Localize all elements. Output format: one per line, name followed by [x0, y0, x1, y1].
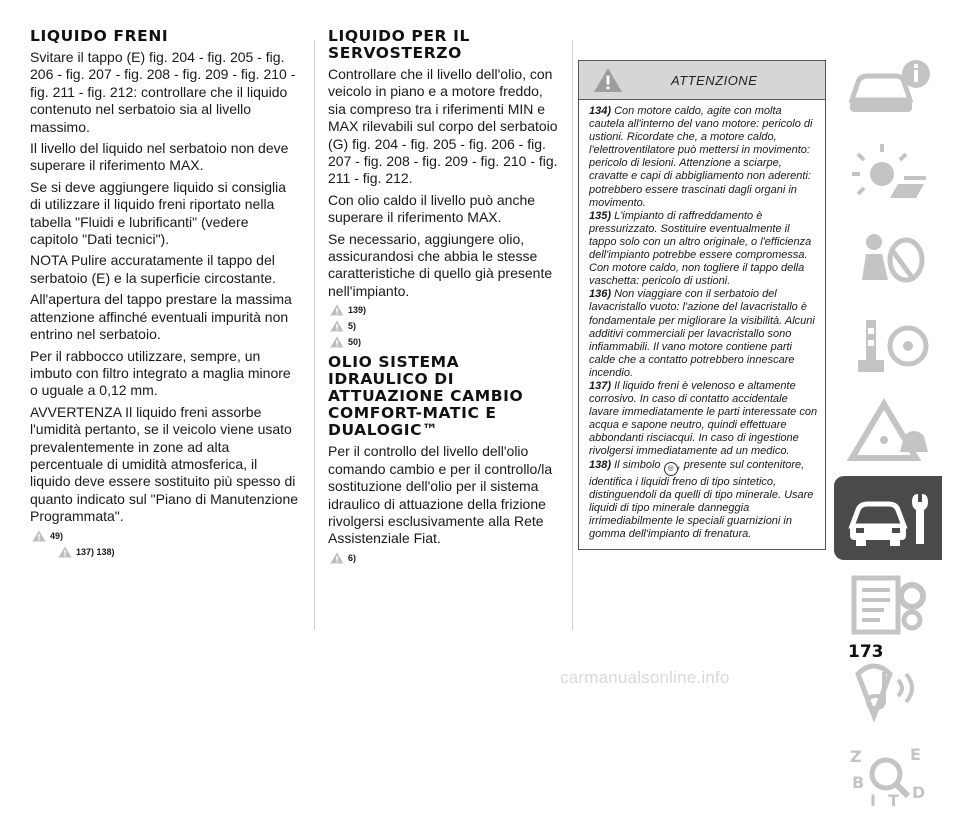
- warning-reference[interactable]: [58, 546, 300, 558]
- warning-triangle-icon: [330, 336, 344, 348]
- chapter-sidebar: [834, 46, 942, 820]
- sidebar-tab-starting-driving[interactable]: [834, 304, 942, 388]
- note-number: 138): [589, 458, 612, 471]
- page-number: 173: [848, 642, 884, 662]
- note-text: Il liquido freni è velenoso e altamente corrosivo. In caso di contatto accidentale lavare immediatamente le parti interessate con acqua e sapone neutro, quindi effettuare abbondanti risciacqui. In caso di ingestione rivolgersi immediatamente ad un medico.: [589, 379, 818, 458]
- warning-triangle-icon: [32, 530, 46, 542]
- sidebar-tab-technical-data[interactable]: [834, 562, 942, 646]
- warning-note: [589, 380, 819, 459]
- sidebar-tab-knowing-car[interactable]: [834, 46, 942, 130]
- warning-note: [589, 210, 819, 289]
- paragraph: Se si deve aggiungere liquido si consiglia di utilizzare il liquido freni riportato nella tabella "Fluidi e lubrificanti" (vedere capitolo "Dati tecnici").: [30, 178, 287, 248]
- svg-text:B: B: [852, 773, 865, 792]
- warning-triangle-icon: [330, 552, 344, 564]
- column-divider: [314, 40, 315, 630]
- warning-reference[interactable]: [330, 552, 560, 564]
- warning-reference[interactable]: [330, 336, 560, 348]
- dashboard-lights-icon: [844, 138, 936, 210]
- paragraph: Svitare il tappo (E) fig. 204 - fig. 205 - fig. 206 - fig. 207 - fig. 208 - fig. 209 - fig. 210 - fig. 211 - fig. 212: controllare che il liquido contenuto nel serbatoio sia al livello massimo.: [30, 49, 296, 135]
- paragraph: AVVERTENZA Il liquido freni assorbe l'umidità pertanto, se il veicolo viene usato prevalentemente in zone ad alta percentuale di umidità atmosferica, il liquido deve essere sostituito più spesso di quanto indicato sul "Piano di Manutenzione Programmata".: [30, 403, 299, 525]
- safety-airbag-icon: [844, 224, 936, 296]
- paragraph: Con olio caldo il livello può anche superare il riferimento MAX.: [328, 191, 536, 226]
- heading-gearbox-hydraulic-oil: OLIO SISTEMA IDRAULICO DI ATTUAZIONE CAMBIO COMFORT-MATIC E DUALOGIC™: [328, 353, 524, 440]
- reference-number: 50): [348, 337, 362, 348]
- warning-triangle-icon: [58, 546, 72, 558]
- warning-reference[interactable]: [32, 530, 300, 542]
- warning-callout-body: [579, 100, 825, 549]
- note-number: 134): [589, 105, 612, 117]
- warning-note: [589, 288, 819, 380]
- warning-callout-header: [579, 61, 825, 100]
- svg-text:D: D: [912, 783, 926, 802]
- reference-number: 49): [50, 530, 64, 541]
- maintenance-car-wrench-icon: [844, 482, 936, 554]
- note-text: Il simbolo: [614, 458, 661, 471]
- note-text: , presente sul contenitore, identifica i liquidi freno di tipo sintetico, distinguendoli da quelli di tipo minerale. Usare liquidi di tipo minerale danneggia irrimediabilmente le speciali guarnizioni in gomma dell'impianto di frenatura.: [589, 458, 814, 540]
- watermark: carmanualsonline.info: [560, 668, 730, 687]
- heading-power-steering: LIQUIDO PER IL SERVOSTERZO: [328, 27, 470, 62]
- paragraph: Controllare che il livello dell'olio, con veicolo in piano e a motore freddo, sia compreso tra i riferimenti MIN e MAX rilevabili sul corpo del serbatoio (G) fig. 204 - fig. 205 - fig. 206 - fig. 207 - fig. 208 - fig. 209 - fig. 210 - fig. 211 - fig. 212.: [328, 66, 558, 187]
- index-icon: [844, 740, 936, 812]
- warning-triangle-icon: [330, 304, 344, 316]
- warning-note: [589, 459, 819, 541]
- sidebar-tab-dashboard[interactable]: [834, 132, 942, 216]
- svg-text:E: E: [910, 745, 921, 764]
- column-divider: [572, 40, 573, 630]
- heading-brake-fluid: LIQUIDO FRENI: [30, 27, 169, 45]
- car-info-icon: [844, 52, 936, 124]
- technical-data-icon: [844, 568, 936, 640]
- sidebar-tab-index[interactable]: [834, 734, 942, 818]
- svg-text:I: I: [870, 791, 876, 810]
- sidebar-tab-maintenance[interactable]: [834, 476, 942, 560]
- reference-number: 137) 138): [76, 546, 115, 557]
- paragraph: Per il controllo del livello dell'olio comando cambio e per il controllo/la sostituzione dell'olio per il sistema idraulico di attuazione della frizione rivolgersi esclusivamente alla Rete Assistenziale Fiat.: [328, 443, 553, 547]
- paragraph: Il livello del liquido nel serbatoio non deve superare il riferimento MAX.: [30, 140, 289, 174]
- warning-reference[interactable]: [330, 304, 560, 316]
- svg-text:T: T: [888, 791, 899, 810]
- paragraph: All'apertura del tappo prestare la massima attenzione affinché eventuali impurità non entrino nel serbatoio.: [30, 291, 292, 343]
- starting-driving-icon: [844, 310, 936, 382]
- note-number: 137): [589, 379, 612, 392]
- svg-text:Z: Z: [850, 747, 862, 766]
- note-number: 135): [589, 209, 612, 222]
- brake-fluid-symbol-icon: ◎: [664, 462, 678, 476]
- warning-triangle-icon: [330, 320, 344, 332]
- warning-triangle-icon: [844, 396, 936, 468]
- warning-note: [589, 105, 819, 210]
- note-number: 136): [589, 288, 612, 301]
- warning-callout-box: [578, 60, 826, 550]
- multimedia-icon: [844, 654, 936, 726]
- paragraph: NOTA Pulire accuratamente il tappo del serbatoio (E) e la superficie circostante.: [30, 252, 276, 286]
- warning-callout-title: ATTENZIONE: [671, 72, 758, 88]
- column-brake-fluid: [30, 28, 300, 562]
- note-text: Non viaggiare con il serbatoio del lavacristallo vuoto: l'azione del lavacristallo è fondamentale per migliorare la visibilità. Alcuni additivi commerciali per lavacristallo sono infiammabili. Il vano motore contiene parti calde che a contatto potrebbero innescare incendio.: [589, 288, 815, 379]
- sidebar-tab-safety[interactable]: [834, 218, 942, 302]
- paragraph: Se necessario, aggiungere olio, assicurandosi che abbia le stesse caratteristiche di quello già presente nell'impianto.: [328, 230, 553, 299]
- sidebar-tab-emergency[interactable]: [834, 390, 942, 474]
- column-warnings: [578, 56, 826, 550]
- warning-reference[interactable]: [330, 320, 560, 332]
- note-text: Con motore caldo, agite con molta cautela all'interno del vano motore: pericolo di ustioni. Ricordate che, a motore caldo, l'elettroventilatore può mettersi in movimento: pericolo di lesioni. Attenzione a sciarpe, cravatte e capi di abbigliamento non aderenti: potrebbero essere trascinati dagli organi in movimento.: [589, 105, 813, 209]
- paragraph: Per il rabbocco utilizzare, sempre, un imbuto con filtro integrato a maglia minore o uguale a 0,12 mm.: [30, 347, 291, 399]
- note-text: L'impianto di raffreddamento è pressurizzato. Sostituire eventualmente il tappo solo con un altro originale, o l'efficienza dell'impianto potrebbe essere compromessa. Con motore caldo, non togliere il tappo della vaschetta: pericolo di ustioni.: [589, 209, 812, 288]
- column-power-steering: [328, 28, 560, 568]
- warning-triangle-icon: [593, 67, 623, 93]
- reference-number: 6): [348, 552, 357, 563]
- reference-number: 5): [348, 321, 357, 332]
- reference-number: 139): [348, 305, 367, 316]
